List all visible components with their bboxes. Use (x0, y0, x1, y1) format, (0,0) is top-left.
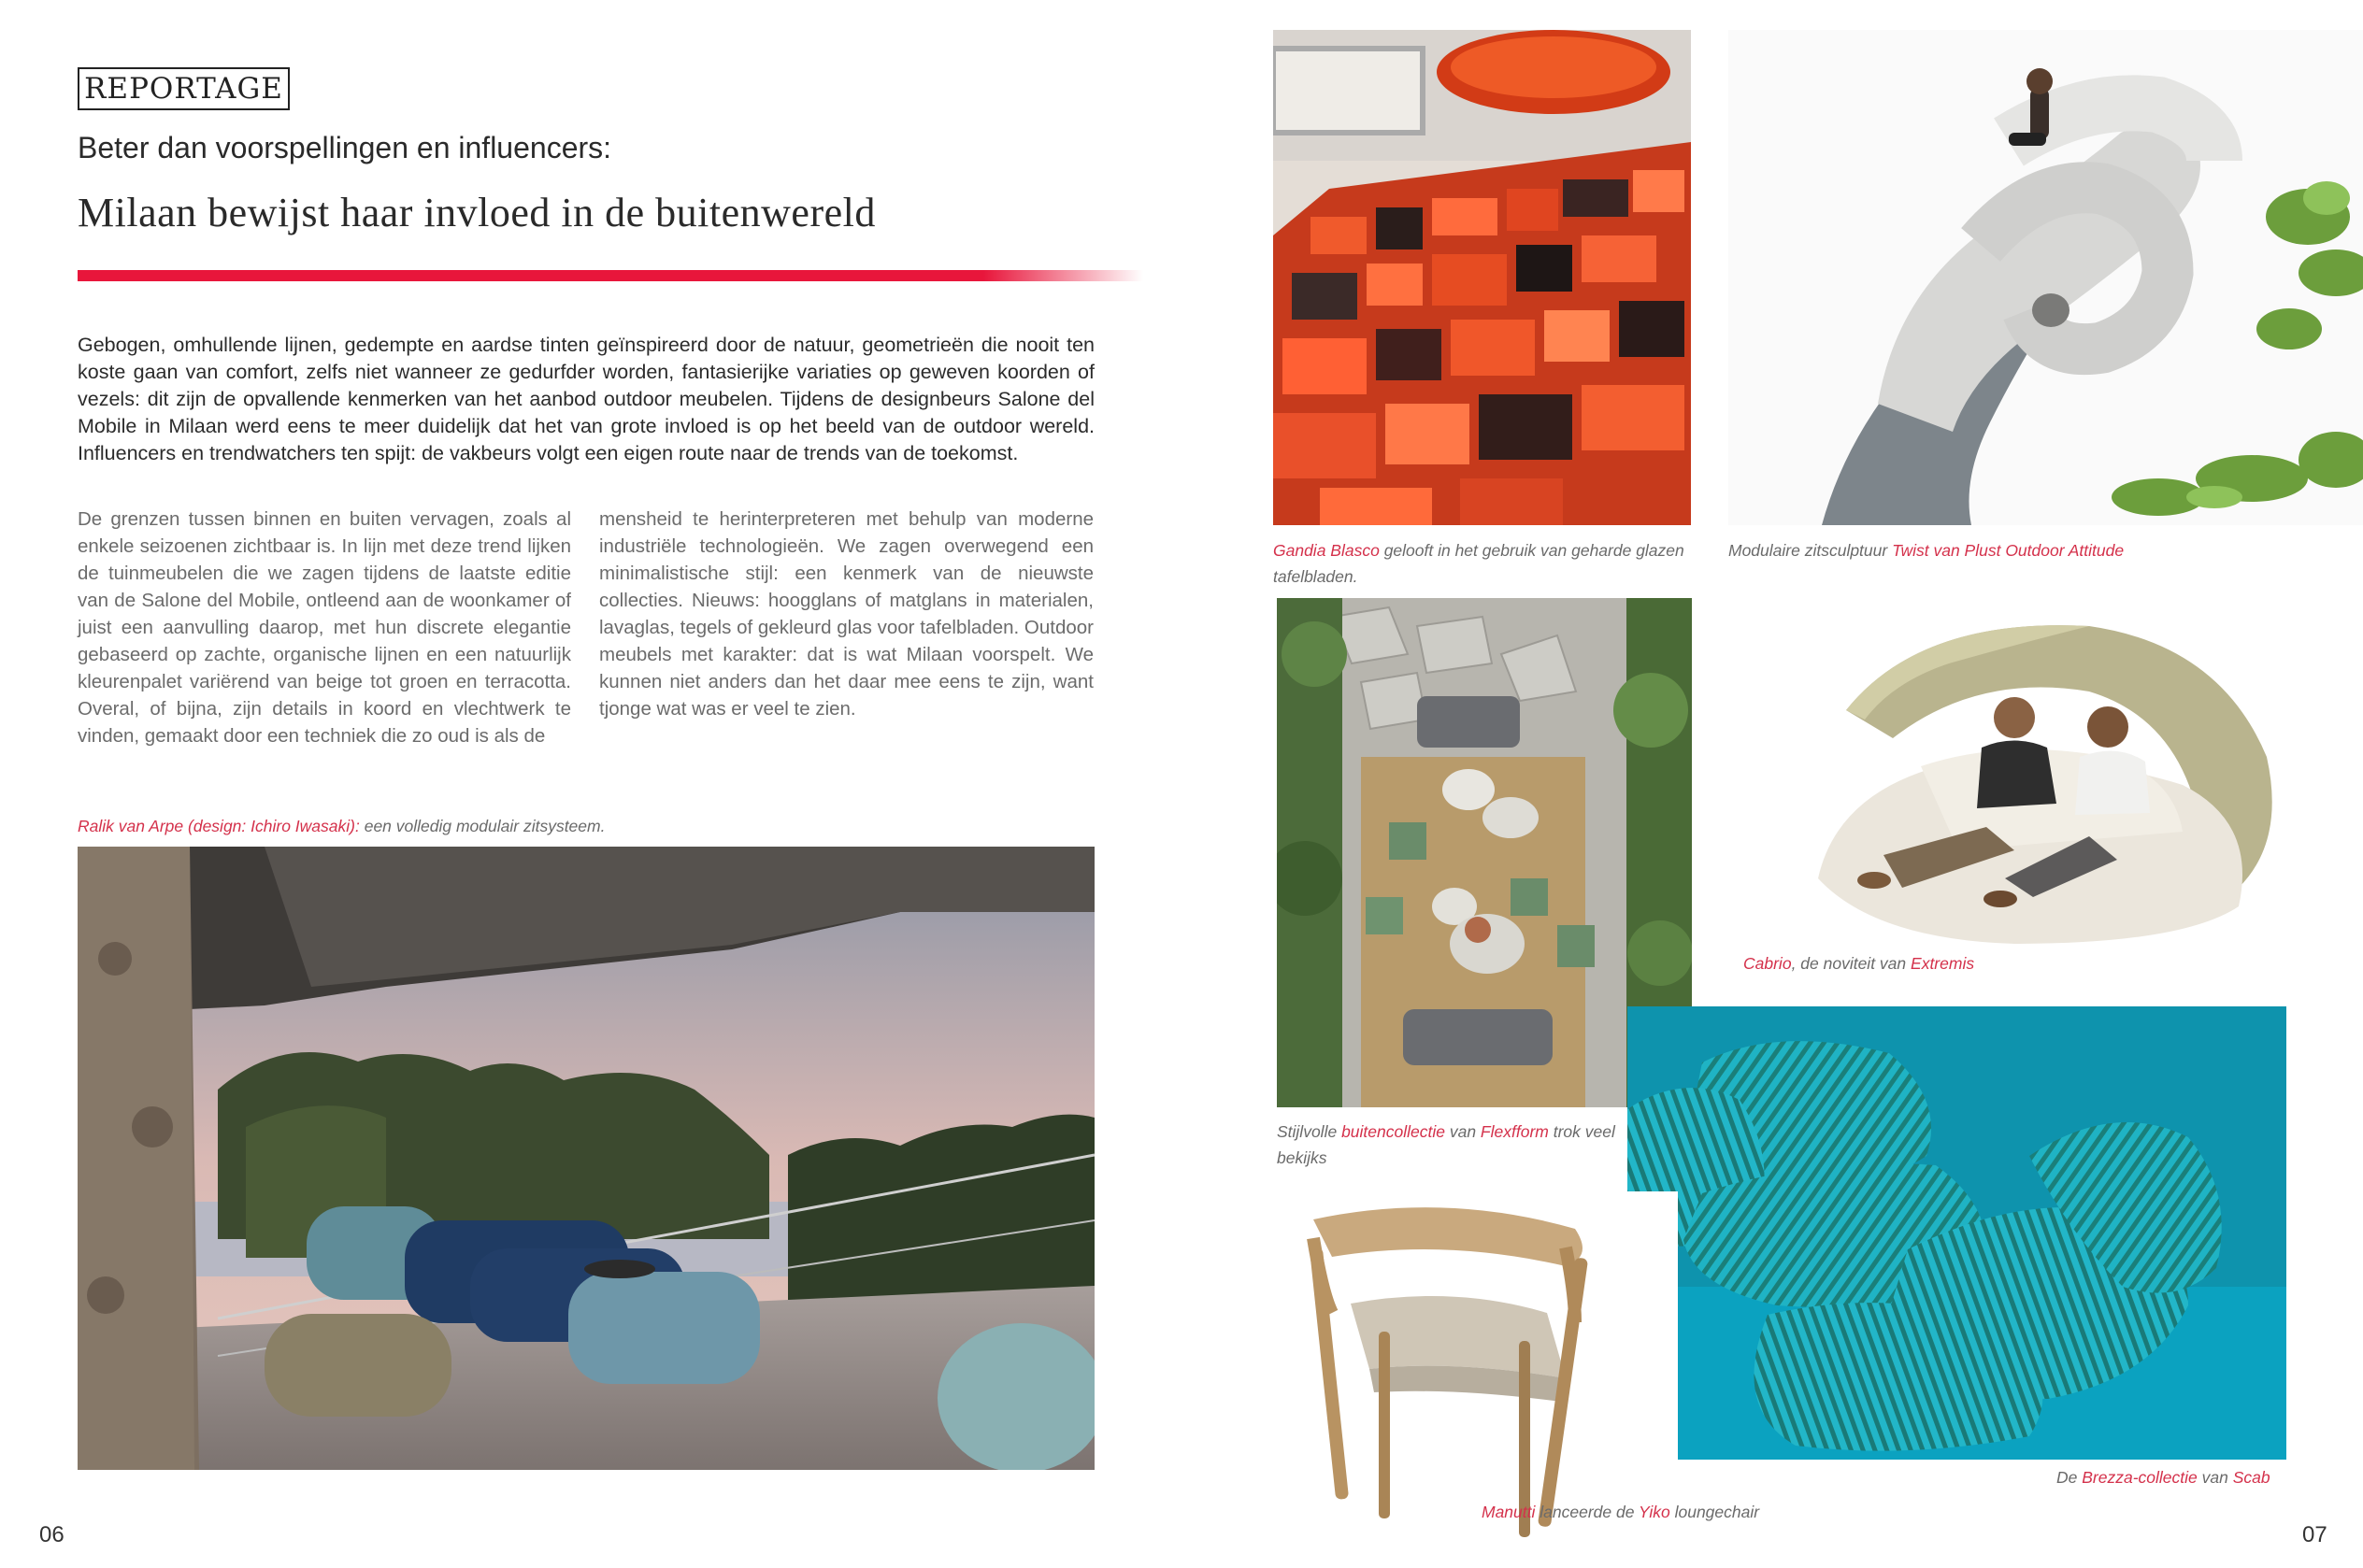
section-tag: REPORTAGE (78, 67, 290, 110)
gandia-blasco-photo (1273, 30, 1691, 525)
caption-flexform: Stijlvolle buitencollectie van Flexfform trok veel bekijks (1277, 1122, 1615, 1167)
caption-ralik: Ralik van Arpe (design: Ichiro Iwasaki): een volledig modulair zitsysteem. (78, 817, 606, 835)
caption-manutti: Manutti lanceerde de Yiko loungechair (1482, 1503, 1760, 1521)
caption-gandia: Gandia Blasco gelooft in het gebruik van geharde glazen tafelbladen. (1273, 541, 1684, 586)
body-column-2: mensheid te herinterpreteren met behulp van moderne industriële technologieën. We zagen overwegend een minimalistische stijl: een kenmerk van de nieuwste collecties. Nieuws: hoogglans of matglans in materialen, lavaglas, tegels of gekleurd glas voor tafelbladen. Outdoor meubels met karakter: dat is wat Milaan voorspelt. We kunnen niet anders dan het daar mee eens te zijn, want tjonge wat was er veel te zien. (599, 508, 1094, 720)
caption-brezza: De Brezza-collectie van Scab (2056, 1468, 2270, 1487)
article-subtitle: Beter dan voorspellingen en influencers: (78, 131, 612, 164)
title-underline (78, 270, 1143, 281)
body-column-1: De grenzen tussen binnen en buiten vervagen, zoals al enkele seizoenen zichtbaar is. In lijn met deze trend lijken de tuinmeubelen die we zagen tijdens de laatste editie van de Salone del Mobile, ontleend aan de woonkamer of juist een aanvulling daarop, met hun discrete elegantie gebaseerd op zachte, organische lijnen en een natuurlijk kleurenpalet variërend van beige tot groen en terracotta. Overal, of bijna, zijn details in koord en vlechtwerk te vinden, gemaakt door een techniek die zo oud is als de (78, 508, 571, 747)
brezza-cushions-photo (1627, 1006, 2286, 1460)
cabrio-daybed-photo (1734, 607, 2281, 953)
twist-sculpture-photo (1728, 30, 2363, 525)
article-title: Milaan bewijst haar invloed in de buitenwereld (78, 190, 876, 235)
terrace-sofa-photo (78, 847, 1095, 1470)
yiko-loungechair-photo (1295, 1191, 1678, 1547)
caption-cabrio: Cabrio, de noviteit van Extremis (1743, 954, 1975, 973)
page-number-right: 07 (2302, 1522, 2327, 1547)
lead-paragraph: Gebogen, omhullende lijnen, gedempte en aardse tinten geïnspireerd door de natuur, geometrieën die nooit ten koste gaan van comfort, zelfs niet wanneer ze gedurfder worden, fantasierijke variaties op geweven koorden of vezels: dit zijn de opvallende kenmerken van het aanbod outdoor meubelen. Tijdens de designbeurs Salone del Mobile in Milaan werd eens te meer duidelijk dat het van grote invloed is op het beeld van de outdoor wereld. Influencers en trendwatchers ten spijt: de vakbeurs volgt een eigen route naar de trends van de toekomst. (78, 334, 1095, 464)
caption-twist: Modulaire zitsculptuur Twist van Plust Outdoor Attitude (1728, 541, 2125, 560)
page-number-left: 06 (39, 1522, 64, 1547)
